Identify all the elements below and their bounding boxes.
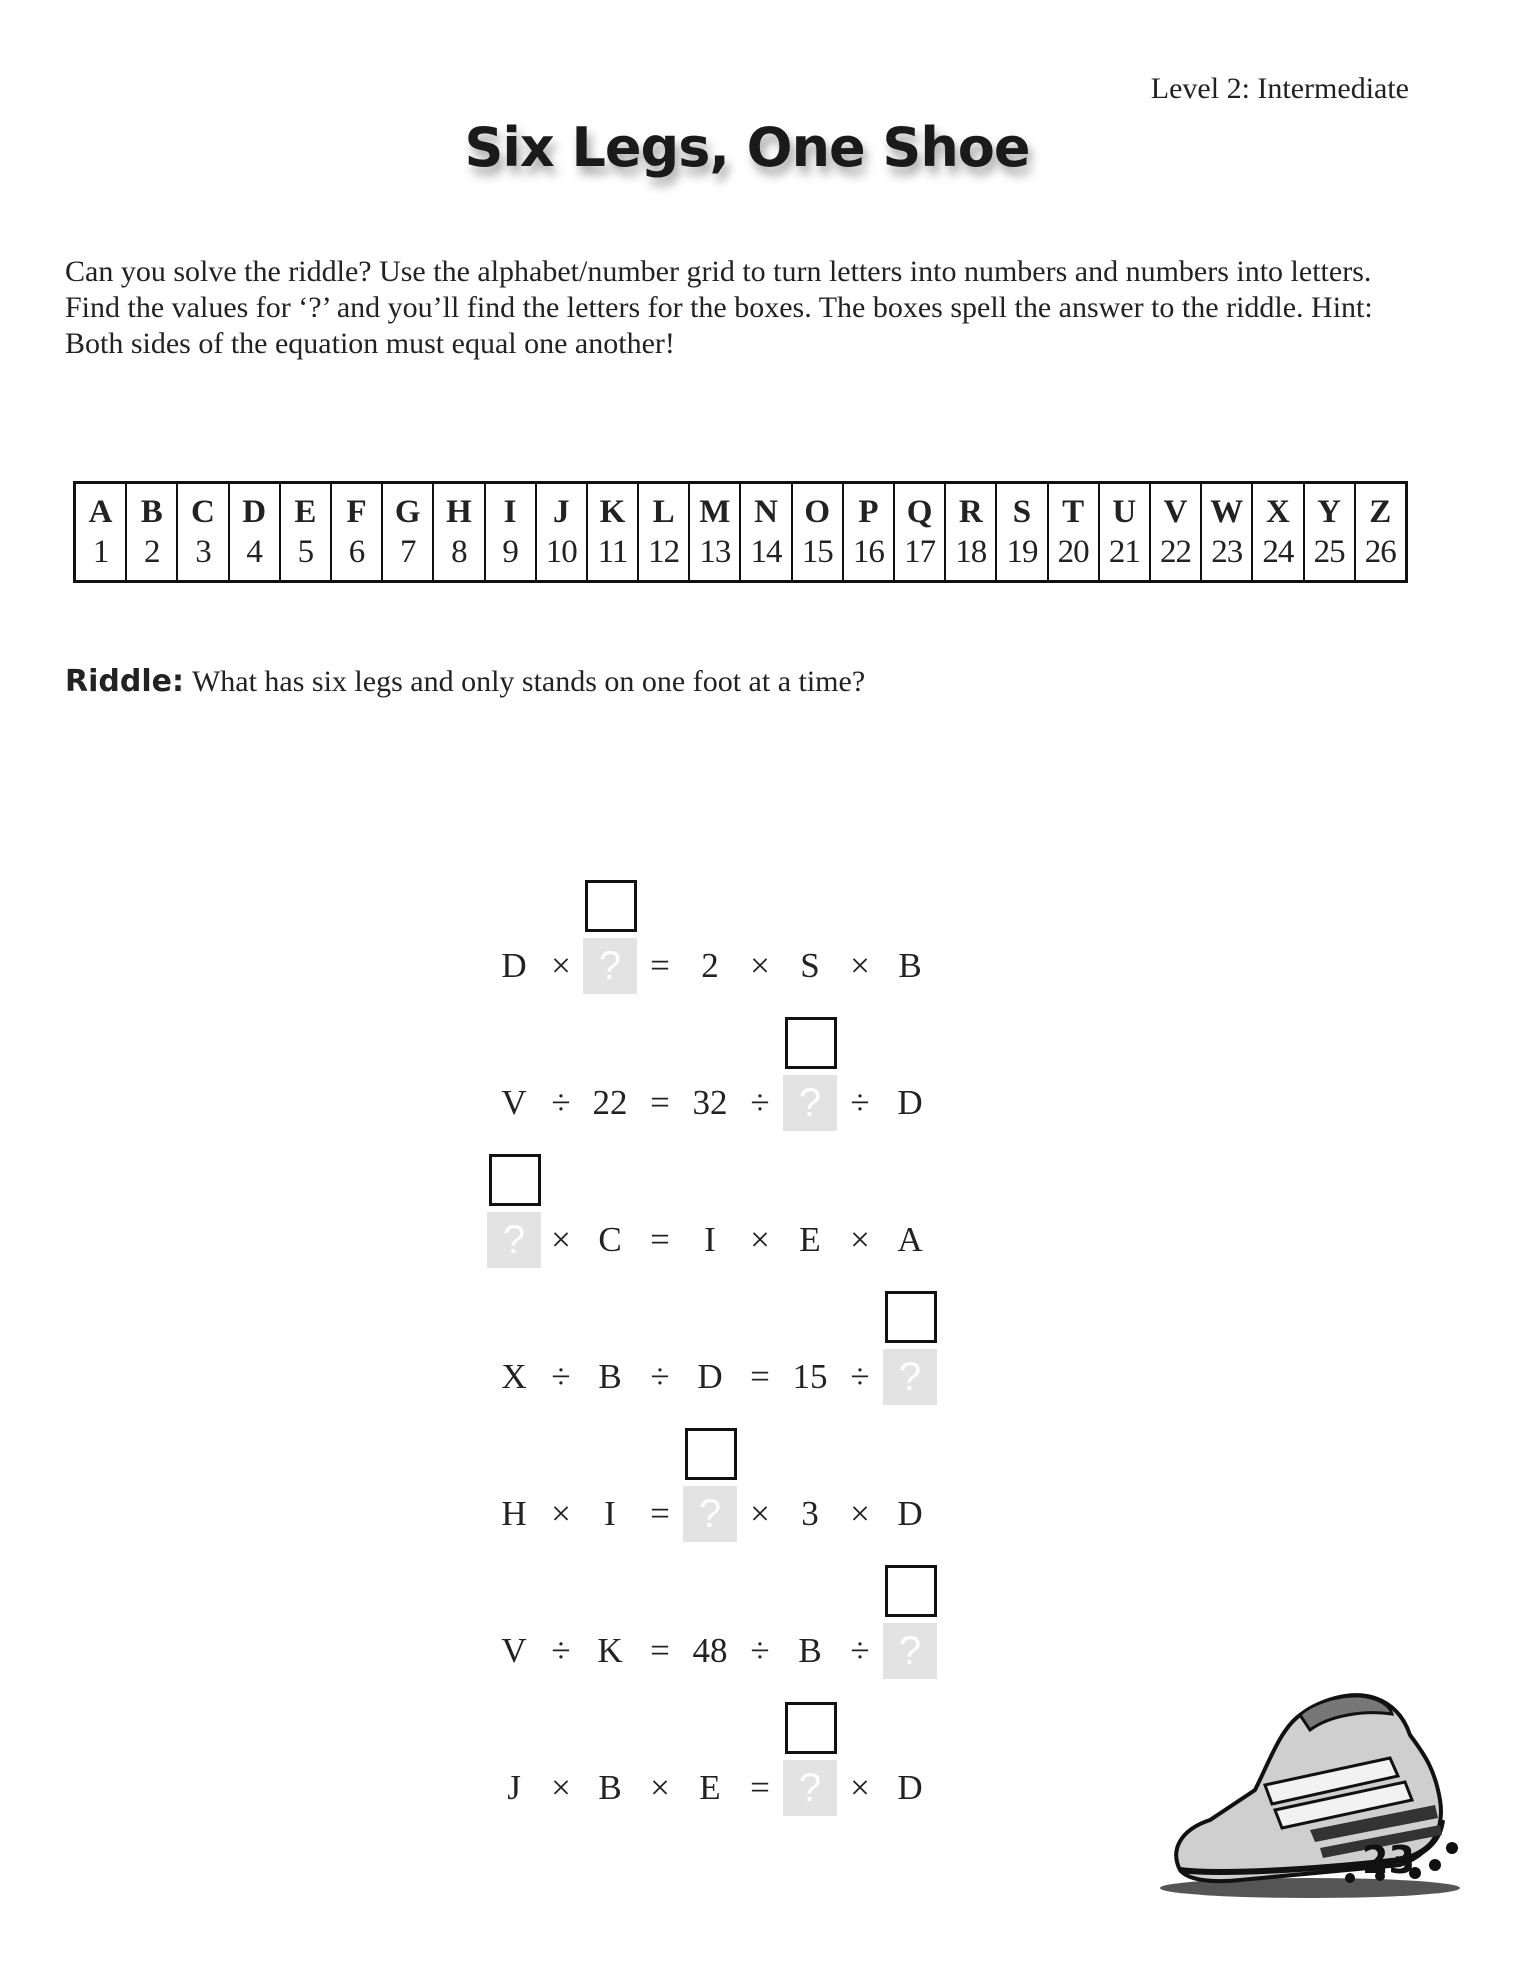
grid-number: 14	[750, 534, 782, 570]
operand: 48	[692, 1631, 728, 1670]
grid-number: 15	[801, 534, 833, 570]
operator: ×	[551, 1768, 571, 1807]
grid-cell	[895, 484, 946, 580]
grid-cell	[178, 484, 229, 580]
equation-row	[0, 938, 922, 994]
operand: A	[897, 1220, 923, 1259]
operator: ×	[850, 946, 870, 985]
grid-letter: U	[1112, 494, 1137, 530]
grid-letter: D	[242, 494, 267, 530]
grid-number: 26	[1364, 534, 1396, 570]
grid-letter: N	[754, 494, 778, 530]
equation-row	[0, 1623, 922, 1679]
operand: E	[699, 1768, 721, 1807]
grid-letter: G	[394, 494, 421, 530]
grid-letter: Z	[1369, 494, 1392, 530]
grid-letter: J	[553, 494, 570, 530]
unknown-value: ?	[883, 1349, 937, 1405]
equation-row	[0, 1349, 922, 1405]
operand: H	[501, 1494, 527, 1533]
grid-number: 25	[1313, 534, 1345, 570]
operand: 3	[801, 1494, 819, 1533]
grid-cell	[1100, 484, 1151, 580]
grid-letter: S	[1012, 494, 1032, 530]
grid-number: 3	[195, 534, 211, 570]
grid-letter: I	[503, 494, 517, 530]
grid-letter: L	[652, 494, 675, 530]
grid-letter: A	[88, 494, 113, 530]
grid-cell	[537, 484, 588, 580]
grid-number: 1	[92, 534, 109, 570]
grid-letter: B	[140, 494, 163, 530]
operator: =	[650, 946, 670, 985]
grid-cell	[1151, 484, 1202, 580]
grid-letter: P	[858, 494, 879, 530]
grid-letter: V	[1163, 494, 1188, 530]
grid-cell	[383, 484, 434, 580]
operator: =	[750, 1768, 770, 1807]
answer-box[interactable]	[785, 1702, 837, 1754]
operand: D	[897, 1083, 923, 1122]
grid-cell	[793, 484, 844, 580]
riddle-label: Riddle:	[65, 664, 184, 699]
answer-box[interactable]	[685, 1428, 737, 1480]
grid-letter: R	[958, 494, 983, 530]
grid-cell	[588, 484, 639, 580]
grid-letter: O	[804, 494, 831, 530]
unknown-value: ?	[583, 938, 637, 994]
grid-number: 21	[1108, 534, 1140, 570]
equation-row	[0, 1760, 923, 1816]
grid-cell	[690, 484, 741, 580]
grid-cell	[76, 484, 127, 580]
operand: I	[704, 1220, 716, 1259]
unknown-value: ?	[783, 1075, 837, 1131]
grid-cell	[639, 484, 690, 580]
operator: ÷	[650, 1357, 670, 1396]
grid-number: 6	[348, 534, 365, 570]
grid-cell	[741, 484, 792, 580]
operator: =	[650, 1494, 670, 1533]
grid-letter: K	[599, 494, 626, 530]
operator: =	[650, 1083, 670, 1122]
page-title: Six Legs, One Shoe	[464, 116, 1030, 179]
operand: B	[598, 1357, 622, 1396]
grid-number: 22	[1160, 534, 1192, 570]
equation-row	[0, 1486, 923, 1542]
operator: =	[650, 1631, 670, 1670]
operand: K	[597, 1631, 623, 1670]
grid-cell	[1049, 484, 1100, 580]
operand: D	[897, 1494, 923, 1533]
operator: ×	[551, 1494, 571, 1533]
unknown-value: ?	[683, 1486, 737, 1542]
operand: V	[501, 1631, 527, 1670]
grid-cell	[127, 484, 178, 580]
operand: D	[697, 1357, 723, 1396]
grid-cell	[1253, 484, 1304, 580]
operand: 2	[701, 946, 719, 985]
operator: ×	[750, 946, 770, 985]
grid-number: 5	[297, 534, 314, 570]
grid-number: 24	[1262, 534, 1294, 570]
grid-letter: C	[191, 494, 215, 530]
operator: ÷	[850, 1357, 870, 1396]
sneaker-illustration	[1160, 1680, 1480, 1910]
grid-letter: W	[1210, 494, 1244, 530]
operator: ×	[750, 1494, 770, 1533]
riddle-question: What has six legs and only stands on one foot at a time?	[191, 665, 866, 698]
operator: ×	[551, 1220, 571, 1259]
grid-number: 7	[399, 534, 416, 570]
grid-letter: Y	[1317, 494, 1342, 530]
unknown-value: ?	[783, 1760, 837, 1816]
answer-box[interactable]	[885, 1565, 937, 1617]
operand: C	[598, 1220, 622, 1259]
operator: ÷	[551, 1083, 571, 1122]
operand: I	[604, 1494, 616, 1533]
operand: 22	[592, 1083, 628, 1122]
grid-number: 2	[144, 534, 160, 570]
operator: ×	[551, 946, 571, 985]
operator: ×	[850, 1494, 870, 1533]
operand: 32	[692, 1083, 728, 1122]
grid-letter: H	[446, 494, 472, 530]
grid-cell	[486, 484, 537, 580]
alphabet-number-grid	[73, 481, 1408, 583]
grid-number: 23	[1211, 534, 1243, 570]
grid-letter: Q	[906, 494, 933, 530]
operator: ×	[750, 1220, 770, 1259]
grid-number: 8	[451, 534, 467, 570]
grid-cell	[844, 484, 895, 580]
grid-number: 12	[648, 534, 680, 570]
operand: D	[501, 946, 527, 985]
operator: =	[750, 1357, 770, 1396]
grid-cell	[1356, 484, 1405, 580]
answer-box[interactable]	[785, 1017, 837, 1069]
grid-cell	[230, 484, 281, 580]
answer-box[interactable]	[885, 1291, 937, 1343]
operator: ÷	[750, 1631, 770, 1670]
grid-letter: F	[346, 494, 367, 530]
operand: V	[501, 1083, 527, 1122]
operator: ÷	[551, 1631, 571, 1670]
operator: ÷	[750, 1083, 770, 1122]
answer-box[interactable]	[585, 880, 637, 932]
grid-cell	[332, 484, 383, 580]
operand: B	[898, 946, 922, 985]
operand: D	[897, 1768, 923, 1807]
grid-number: 16	[852, 534, 884, 570]
grid-cell	[946, 484, 997, 580]
operator: =	[650, 1220, 670, 1259]
grid-cell	[1305, 484, 1356, 580]
grid-cell	[281, 484, 332, 580]
instructions: Can you solve the riddle? Use the alphabet/number grid to turn letters into numbers and numbers into letters. Find the values for ‘?’ and you’ll find the letters for the boxes. The boxes spell the answer to the riddle. Hint: Both sides of the equation must equal one another!	[65, 255, 1373, 360]
grid-number: 17	[904, 534, 936, 570]
answer-box[interactable]	[489, 1154, 541, 1206]
grid-number: 19	[1006, 534, 1038, 570]
grid-letter: M	[699, 494, 731, 530]
operand: B	[798, 1631, 822, 1670]
grid-letter: X	[1265, 494, 1290, 530]
grid-number: 20	[1057, 534, 1089, 570]
operand: X	[501, 1357, 527, 1396]
equation-row	[0, 1212, 923, 1268]
unknown-value: ?	[487, 1212, 541, 1268]
page-number: 23	[1362, 1838, 1415, 1882]
operator: ×	[850, 1220, 870, 1259]
grid-number: 13	[699, 534, 731, 570]
operator: ÷	[850, 1083, 870, 1122]
grid-number: 4	[246, 534, 262, 570]
operator: ÷	[850, 1631, 870, 1670]
grid-letter: T	[1062, 494, 1085, 530]
level-label: Level 2: Intermediate	[1150, 72, 1409, 105]
operator: ÷	[551, 1357, 571, 1396]
grid-number: 9	[502, 534, 518, 570]
grid-number: 10	[545, 534, 577, 570]
unknown-value: ?	[883, 1623, 937, 1679]
operand: 15	[792, 1357, 828, 1396]
operand: E	[799, 1220, 821, 1259]
grid-cell	[1202, 484, 1253, 580]
operator: ×	[850, 1768, 870, 1807]
operand: J	[507, 1768, 521, 1807]
grid-number: 11	[597, 534, 628, 570]
grid-cell	[997, 484, 1048, 580]
grid-cell	[434, 484, 485, 580]
grid-letter: E	[294, 494, 317, 530]
operand: B	[598, 1768, 622, 1807]
operator: ×	[650, 1768, 670, 1807]
grid-number: 18	[955, 534, 987, 570]
operand: S	[800, 946, 820, 985]
riddle	[65, 664, 865, 699]
equation-row	[0, 1075, 923, 1131]
